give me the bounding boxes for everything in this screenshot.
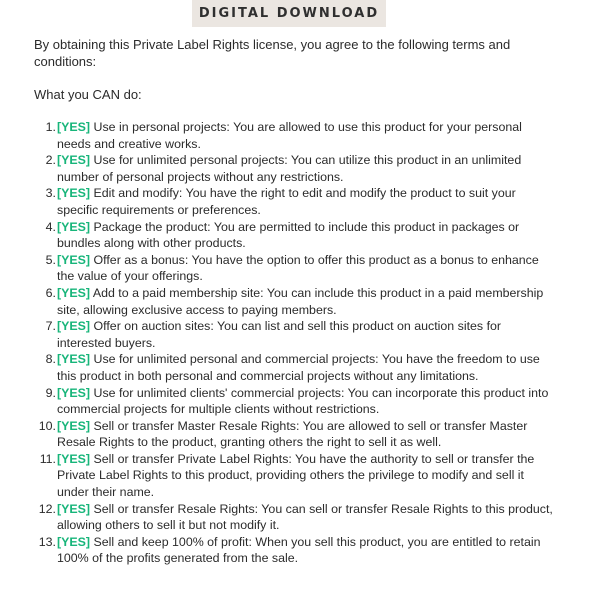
term-text: Use for unlimited clients' commercial projects: You can incorporate this product into commercial projects for multiple clients without restrictions.: [57, 385, 549, 417]
term-item: [38, 534, 557, 567]
term-item: [45, 351, 557, 384]
term-number: 8.: [45, 352, 56, 367]
yes-tag: [YES]: [57, 352, 91, 367]
term-item: [45, 285, 557, 318]
term-item: [38, 418, 557, 451]
yes-tag: [YES]: [57, 252, 91, 267]
term-number: 2.: [45, 153, 56, 168]
yes-tag: [YES]: [57, 186, 91, 201]
term-number: 10.: [38, 418, 56, 433]
term-text: Sell or transfer Master Resale Rights: You are allowed to sell or transfer Master Resale Rights to the product, granting others the right to sell it as well.: [57, 418, 528, 450]
term-number: 1.: [45, 120, 56, 134]
yes-tag: [YES]: [57, 501, 91, 516]
term-item: [45, 185, 557, 218]
term-text: Sell or transfer Private Label Rights: You have the authority to sell or transfer the Private Label Rights to this product, providing others the privilege to modify and sell it under their name.: [57, 451, 535, 500]
term-number: 4.: [45, 219, 56, 234]
yes-tag: [YES]: [57, 319, 91, 334]
term-text: Package the product: You are permitted to include this product in packages or bundles along with other products.: [57, 219, 520, 251]
term-item: [45, 318, 557, 351]
term-item: [38, 501, 557, 534]
term-number: 6.: [45, 285, 56, 300]
term-number: 11.: [39, 451, 56, 466]
term-item: [45, 219, 557, 252]
license-intro: By obtaining this Private Label Rights license, you agree to the following terms and conditions:: [34, 37, 511, 69]
term-text: Offer as a bonus: You have the option to offer this product as a bonus to enhance the value of your offerings.: [57, 252, 539, 284]
yes-tag: [YES]: [57, 285, 91, 300]
term-text: Offer on auction sites: You can list and sell this product on auction sites for interested buyers.: [57, 319, 502, 350]
term-text: Use in personal projects: You are allowed to use this product for your personal needs and creative works.: [57, 120, 522, 151]
term-text: Sell and keep 100% of profit: When you sell this product, you are entitled to retain 100% of the profits generated from the sale.: [57, 534, 541, 566]
digital-download-banner: [192, 0, 386, 27]
term-item: [45, 385, 557, 418]
term-number: 13.: [38, 534, 56, 549]
term-text: Sell or transfer Resale Rights: You can sell or transfer Resale Rights to this product, allowing others to sell it but not modify it.: [57, 501, 553, 533]
yes-tag: [YES]: [57, 219, 91, 234]
can-do-heading: What you CAN do:: [34, 87, 142, 102]
term-item: [45, 119, 557, 152]
term-number: 3.: [45, 186, 56, 201]
yes-tag: [YES]: [57, 120, 91, 134]
term-item: [39, 451, 557, 501]
term-text: Edit and modify: You have the right to edit and modify the product to suit your specific requirements or preferences.: [57, 186, 516, 217]
term-text: Use for unlimited personal projects: You can utilize this product in an unlimited number of personal projects without any restrictions.: [57, 153, 522, 184]
term-text: Use for unlimited personal and commercial projects: You have the freedom to use this product in both personal and commercial projects without any limitations.: [57, 352, 540, 383]
term-number: 7.: [45, 319, 56, 334]
term-item: [45, 252, 557, 285]
yes-tag: [YES]: [57, 451, 91, 466]
term-item: [45, 152, 557, 185]
yes-tag: [YES]: [57, 153, 91, 168]
terms-list: [38, 119, 557, 567]
term-text: Add to a paid membership site: You can include this product in a paid membership site, allowing exclusive access to paying members.: [57, 285, 544, 317]
term-number: 9.: [45, 385, 56, 400]
yes-tag: [YES]: [57, 385, 91, 400]
yes-tag: [YES]: [57, 534, 91, 549]
yes-tag: [YES]: [57, 418, 91, 433]
term-number: 12.: [38, 501, 56, 516]
term-number: 5.: [45, 252, 56, 267]
banner-title: DIGITAL DOWNLOAD: [198, 6, 380, 21]
